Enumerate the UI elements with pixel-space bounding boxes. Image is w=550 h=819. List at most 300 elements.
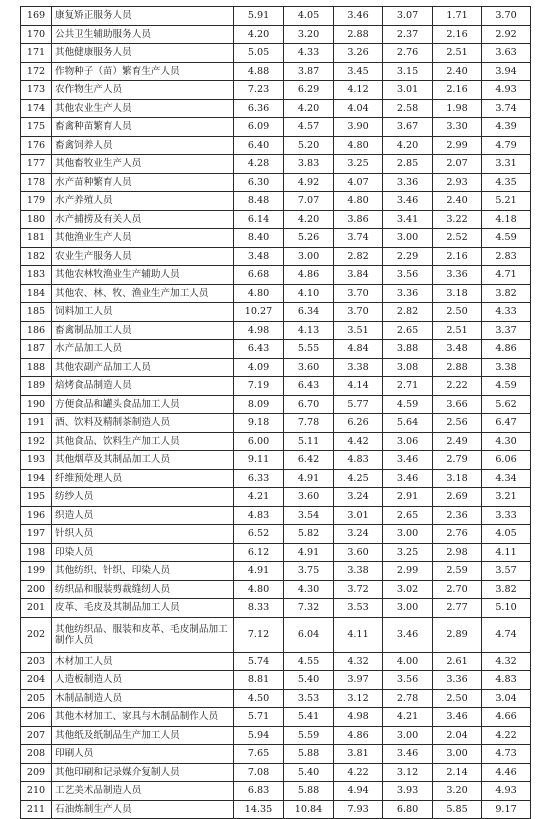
value-cell: 4.20 bbox=[284, 210, 334, 229]
value-cell: 3.26 bbox=[334, 44, 383, 63]
value-cell: 2.51 bbox=[433, 321, 482, 340]
row-number: 204 bbox=[21, 671, 52, 690]
value-cell: 3.02 bbox=[383, 580, 433, 599]
value-cell: 2.56 bbox=[433, 414, 482, 433]
occupation-name: 水产养殖人员 bbox=[52, 192, 234, 211]
value-cell: 3.63 bbox=[482, 44, 531, 63]
value-cell: 2.50 bbox=[433, 303, 482, 322]
occupation-name: 农业生产服务人员 bbox=[52, 247, 234, 266]
row-number: 172 bbox=[21, 62, 52, 81]
row-number: 190 bbox=[21, 395, 52, 414]
value-cell: 7.78 bbox=[284, 414, 334, 433]
row-number: 183 bbox=[21, 266, 52, 285]
table-row bbox=[21, 358, 531, 377]
occupation-name: 焙烤食品制造人员 bbox=[52, 377, 234, 396]
value-cell: 8.09 bbox=[234, 395, 284, 414]
value-cell: 2.49 bbox=[433, 432, 482, 451]
value-cell: 5.88 bbox=[284, 782, 334, 801]
value-cell: 6.29 bbox=[284, 81, 334, 100]
table-row bbox=[21, 81, 531, 100]
value-cell: 3.18 bbox=[433, 284, 482, 303]
value-cell: 7.07 bbox=[284, 192, 334, 211]
value-cell: 4.32 bbox=[482, 652, 531, 671]
value-cell: 4.66 bbox=[482, 708, 531, 727]
value-cell: 4.14 bbox=[334, 377, 383, 396]
table-row bbox=[21, 506, 531, 525]
value-cell: 3.74 bbox=[482, 99, 531, 118]
value-cell: 4.91 bbox=[234, 562, 284, 581]
value-cell: 4.20 bbox=[383, 136, 433, 155]
table-row bbox=[21, 44, 531, 63]
value-cell: 2.07 bbox=[433, 155, 482, 174]
table-row bbox=[21, 395, 531, 414]
occupation-name: 木制品制造人员 bbox=[52, 689, 234, 708]
value-cell: 3.70 bbox=[482, 7, 531, 26]
value-cell: 3.84 bbox=[334, 266, 383, 285]
value-cell: 7.23 bbox=[234, 81, 284, 100]
table-row bbox=[21, 210, 531, 229]
row-number: 195 bbox=[21, 488, 52, 507]
value-cell: 2.69 bbox=[433, 488, 482, 507]
value-cell: 4.30 bbox=[284, 580, 334, 599]
value-cell: 3.90 bbox=[334, 118, 383, 137]
table-row bbox=[21, 451, 531, 470]
value-cell: 6.36 bbox=[234, 99, 284, 118]
value-cell: 3.18 bbox=[433, 469, 482, 488]
value-cell: 4.28 bbox=[234, 155, 284, 174]
value-cell: 2.85 bbox=[383, 155, 433, 174]
value-cell: 3.00 bbox=[433, 745, 482, 764]
value-cell: 3.36 bbox=[433, 266, 482, 285]
value-cell: 1.98 bbox=[433, 99, 482, 118]
table-row bbox=[21, 118, 531, 137]
value-cell: 3.20 bbox=[433, 782, 482, 801]
row-number: 200 bbox=[21, 580, 52, 599]
value-cell: 6.30 bbox=[234, 173, 284, 192]
value-cell: 3.01 bbox=[383, 81, 433, 100]
occupation-name: 其他渔业生产人员 bbox=[52, 229, 234, 248]
value-cell: 5.20 bbox=[284, 136, 334, 155]
value-cell: 6.09 bbox=[234, 118, 284, 137]
value-cell: 3.48 bbox=[234, 247, 284, 266]
value-cell: 6.33 bbox=[234, 469, 284, 488]
value-cell: 3.86 bbox=[334, 210, 383, 229]
value-cell: 6.12 bbox=[234, 543, 284, 562]
value-cell: 2.70 bbox=[433, 580, 482, 599]
value-cell: 3.41 bbox=[383, 210, 433, 229]
value-cell: 4.18 bbox=[482, 210, 531, 229]
row-number: 207 bbox=[21, 726, 52, 745]
value-cell: 7.12 bbox=[234, 617, 284, 652]
value-cell: 2.93 bbox=[433, 173, 482, 192]
value-cell: 3.36 bbox=[383, 284, 433, 303]
value-cell: 5.55 bbox=[284, 340, 334, 359]
value-cell: 3.45 bbox=[334, 62, 383, 81]
value-cell: 2.88 bbox=[334, 25, 383, 44]
value-cell: 3.48 bbox=[433, 340, 482, 359]
value-cell: 2.16 bbox=[433, 81, 482, 100]
wage-table bbox=[20, 6, 531, 819]
value-cell: 6.40 bbox=[234, 136, 284, 155]
value-cell: 3.33 bbox=[482, 506, 531, 525]
row-number: 185 bbox=[21, 303, 52, 322]
table-row bbox=[21, 136, 531, 155]
value-cell: 2.40 bbox=[433, 192, 482, 211]
row-number: 198 bbox=[21, 543, 52, 562]
value-cell: 2.77 bbox=[433, 599, 482, 618]
value-cell: 3.07 bbox=[383, 7, 433, 26]
value-cell: 3.46 bbox=[433, 708, 482, 727]
occupation-name: 饲料加工人员 bbox=[52, 303, 234, 322]
value-cell: 6.04 bbox=[284, 617, 334, 652]
value-cell: 6.26 bbox=[334, 414, 383, 433]
value-cell: 2.14 bbox=[433, 763, 482, 782]
row-number: 191 bbox=[21, 414, 52, 433]
value-cell: 2.50 bbox=[433, 689, 482, 708]
value-cell: 4.91 bbox=[284, 469, 334, 488]
table-row bbox=[21, 726, 531, 745]
value-cell: 3.31 bbox=[482, 155, 531, 174]
value-cell: 6.43 bbox=[234, 340, 284, 359]
row-number: 174 bbox=[21, 99, 52, 118]
value-cell: 14.35 bbox=[234, 800, 284, 819]
value-cell: 1.71 bbox=[433, 7, 482, 26]
table-row bbox=[21, 414, 531, 433]
value-cell: 4.13 bbox=[284, 321, 334, 340]
value-cell: 3.24 bbox=[334, 488, 383, 507]
value-cell: 3.93 bbox=[383, 782, 433, 801]
value-cell: 6.52 bbox=[234, 525, 284, 544]
value-cell: 3.00 bbox=[383, 726, 433, 745]
value-cell: 4.73 bbox=[482, 745, 531, 764]
value-cell: 4.74 bbox=[482, 617, 531, 652]
table-row bbox=[21, 745, 531, 764]
value-cell: 5.40 bbox=[284, 671, 334, 690]
occupation-name: 人造板制造人员 bbox=[52, 671, 234, 690]
value-cell: 2.76 bbox=[383, 44, 433, 63]
occupation-name: 其他农业生产人员 bbox=[52, 99, 234, 118]
value-cell: 8.48 bbox=[234, 192, 284, 211]
value-cell: 3.36 bbox=[433, 671, 482, 690]
value-cell: 2.16 bbox=[433, 25, 482, 44]
occupation-name: 纤维预处理人员 bbox=[52, 469, 234, 488]
row-number: 205 bbox=[21, 689, 52, 708]
table-row bbox=[21, 7, 531, 26]
occupation-name: 其他农副产品加工人员 bbox=[52, 358, 234, 377]
table-row bbox=[21, 562, 531, 581]
occupation-name: 针织人员 bbox=[52, 525, 234, 544]
value-cell: 6.47 bbox=[482, 414, 531, 433]
table-row bbox=[21, 763, 531, 782]
value-cell: 3.74 bbox=[334, 229, 383, 248]
row-number: 194 bbox=[21, 469, 52, 488]
value-cell: 4.20 bbox=[284, 99, 334, 118]
value-cell: 4.59 bbox=[482, 377, 531, 396]
value-cell: 3.38 bbox=[334, 562, 383, 581]
value-cell: 3.15 bbox=[383, 62, 433, 81]
value-cell: 2.37 bbox=[383, 25, 433, 44]
value-cell: 3.82 bbox=[482, 284, 531, 303]
row-number: 189 bbox=[21, 377, 52, 396]
table-row bbox=[21, 689, 531, 708]
value-cell: 3.46 bbox=[383, 617, 433, 652]
value-cell: 3.06 bbox=[383, 432, 433, 451]
value-cell: 2.99 bbox=[433, 136, 482, 155]
value-cell: 4.07 bbox=[334, 173, 383, 192]
table-row bbox=[21, 340, 531, 359]
value-cell: 3.66 bbox=[433, 395, 482, 414]
value-cell: 4.98 bbox=[334, 708, 383, 727]
occupation-name: 工艺美术品制造人员 bbox=[52, 782, 234, 801]
row-number: 187 bbox=[21, 340, 52, 359]
value-cell: 3.70 bbox=[334, 303, 383, 322]
value-cell: 9.17 bbox=[482, 800, 531, 819]
value-cell: 3.38 bbox=[334, 358, 383, 377]
value-cell: 6.34 bbox=[284, 303, 334, 322]
occupation-name: 酒、饮料及精制茶制造人员 bbox=[52, 414, 234, 433]
row-number: 171 bbox=[21, 44, 52, 63]
value-cell: 3.56 bbox=[383, 266, 433, 285]
row-number: 201 bbox=[21, 599, 52, 618]
value-cell: 3.01 bbox=[334, 506, 383, 525]
row-number: 202 bbox=[21, 617, 52, 652]
value-cell: 6.83 bbox=[234, 782, 284, 801]
value-cell: 4.22 bbox=[334, 763, 383, 782]
value-cell: 2.22 bbox=[433, 377, 482, 396]
value-cell: 4.86 bbox=[284, 266, 334, 285]
value-cell: 2.61 bbox=[433, 652, 482, 671]
row-number: 170 bbox=[21, 25, 52, 44]
value-cell: 2.98 bbox=[433, 543, 482, 562]
value-cell: 3.20 bbox=[284, 25, 334, 44]
value-cell: 2.76 bbox=[433, 525, 482, 544]
table-row bbox=[21, 525, 531, 544]
value-cell: 4.21 bbox=[383, 708, 433, 727]
table-row bbox=[21, 192, 531, 211]
occupation-name: 其他纺织品、服装和皮革、毛皮制品加工制作人员 bbox=[52, 617, 234, 652]
value-cell: 4.34 bbox=[482, 469, 531, 488]
table-row bbox=[21, 321, 531, 340]
value-cell: 3.75 bbox=[284, 562, 334, 581]
table-row bbox=[21, 617, 531, 652]
occupation-name: 其他印刷和记录媒介复制人员 bbox=[52, 763, 234, 782]
value-cell: 4.93 bbox=[482, 81, 531, 100]
row-number: 188 bbox=[21, 358, 52, 377]
value-cell: 2.91 bbox=[383, 488, 433, 507]
value-cell: 3.67 bbox=[383, 118, 433, 137]
value-cell: 4.83 bbox=[334, 451, 383, 470]
value-cell: 4.88 bbox=[234, 62, 284, 81]
value-cell: 4.11 bbox=[482, 543, 531, 562]
value-cell: 3.22 bbox=[433, 210, 482, 229]
occupation-name: 作物种子（苗）繁育生产人员 bbox=[52, 62, 234, 81]
value-cell: 6.14 bbox=[234, 210, 284, 229]
occupation-name: 其他烟草及其制品加工人员 bbox=[52, 451, 234, 470]
value-cell: 3.53 bbox=[334, 599, 383, 618]
value-cell: 4.86 bbox=[334, 726, 383, 745]
occupation-name: 其他畜牧业生产人员 bbox=[52, 155, 234, 174]
value-cell: 3.08 bbox=[383, 358, 433, 377]
value-cell: 4.10 bbox=[284, 284, 334, 303]
value-cell: 2.52 bbox=[433, 229, 482, 248]
value-cell: 2.51 bbox=[433, 44, 482, 63]
value-cell: 4.11 bbox=[334, 617, 383, 652]
occupation-name: 纺纱人员 bbox=[52, 488, 234, 507]
value-cell: 3.30 bbox=[433, 118, 482, 137]
table-row bbox=[21, 155, 531, 174]
occupation-name: 纺织品和服装剪裁缝纫人员 bbox=[52, 580, 234, 599]
table-row bbox=[21, 266, 531, 285]
occupation-name: 水产品加工人员 bbox=[52, 340, 234, 359]
value-cell: 3.54 bbox=[284, 506, 334, 525]
value-cell: 4.33 bbox=[284, 44, 334, 63]
value-cell: 3.12 bbox=[383, 763, 433, 782]
value-cell: 4.91 bbox=[284, 543, 334, 562]
row-number: 176 bbox=[21, 136, 52, 155]
value-cell: 3.38 bbox=[482, 358, 531, 377]
value-cell: 3.00 bbox=[383, 599, 433, 618]
occupation-name: 木材加工人员 bbox=[52, 652, 234, 671]
row-number: 182 bbox=[21, 247, 52, 266]
row-number: 210 bbox=[21, 782, 52, 801]
table-row bbox=[21, 284, 531, 303]
value-cell: 8.33 bbox=[234, 599, 284, 618]
value-cell: 2.40 bbox=[433, 62, 482, 81]
row-number: 209 bbox=[21, 763, 52, 782]
value-cell: 5.71 bbox=[234, 708, 284, 727]
occupation-name: 织造人员 bbox=[52, 506, 234, 525]
value-cell: 3.97 bbox=[334, 671, 383, 690]
table-row bbox=[21, 488, 531, 507]
value-cell: 3.81 bbox=[334, 745, 383, 764]
value-cell: 6.70 bbox=[284, 395, 334, 414]
table-row bbox=[21, 599, 531, 618]
value-cell: 5.10 bbox=[482, 599, 531, 618]
value-cell: 5.82 bbox=[284, 525, 334, 544]
value-cell: 2.16 bbox=[433, 247, 482, 266]
value-cell: 3.88 bbox=[383, 340, 433, 359]
value-cell: 2.82 bbox=[334, 247, 383, 266]
value-cell: 4.80 bbox=[334, 192, 383, 211]
value-cell: 4.86 bbox=[482, 340, 531, 359]
row-number: 203 bbox=[21, 652, 52, 671]
value-cell: 2.71 bbox=[383, 377, 433, 396]
value-cell: 3.87 bbox=[284, 62, 334, 81]
table-row bbox=[21, 432, 531, 451]
value-cell: 7.19 bbox=[234, 377, 284, 396]
value-cell: 6.68 bbox=[234, 266, 284, 285]
value-cell: 4.42 bbox=[334, 432, 383, 451]
table-row bbox=[21, 229, 531, 248]
value-cell: 2.99 bbox=[383, 562, 433, 581]
value-cell: 7.32 bbox=[284, 599, 334, 618]
table-row bbox=[21, 800, 531, 819]
value-cell: 3.25 bbox=[383, 543, 433, 562]
value-cell: 4.20 bbox=[234, 25, 284, 44]
value-cell: 5.77 bbox=[334, 395, 383, 414]
value-cell: 2.79 bbox=[433, 451, 482, 470]
table-row bbox=[21, 377, 531, 396]
value-cell: 4.50 bbox=[234, 689, 284, 708]
row-number: 180 bbox=[21, 210, 52, 229]
table-row bbox=[21, 247, 531, 266]
value-cell: 4.80 bbox=[234, 580, 284, 599]
value-cell: 4.98 bbox=[234, 321, 284, 340]
row-number: 193 bbox=[21, 451, 52, 470]
value-cell: 3.60 bbox=[284, 358, 334, 377]
value-cell: 5.64 bbox=[383, 414, 433, 433]
value-cell: 4.92 bbox=[284, 173, 334, 192]
row-number: 197 bbox=[21, 525, 52, 544]
value-cell: 4.05 bbox=[284, 7, 334, 26]
table-row bbox=[21, 782, 531, 801]
value-cell: 2.82 bbox=[383, 303, 433, 322]
table-row bbox=[21, 25, 531, 44]
value-cell: 4.33 bbox=[482, 303, 531, 322]
value-cell: 5.74 bbox=[234, 652, 284, 671]
value-cell: 3.46 bbox=[334, 7, 383, 26]
row-number: 178 bbox=[21, 173, 52, 192]
value-cell: 4.59 bbox=[482, 229, 531, 248]
occupation-name: 印染人员 bbox=[52, 543, 234, 562]
value-cell: 3.94 bbox=[482, 62, 531, 81]
table-row bbox=[21, 652, 531, 671]
value-cell: 3.72 bbox=[334, 580, 383, 599]
value-cell: 3.46 bbox=[383, 451, 433, 470]
value-cell: 4.04 bbox=[334, 99, 383, 118]
value-cell: 4.55 bbox=[284, 652, 334, 671]
value-cell: 5.11 bbox=[284, 432, 334, 451]
occupation-name: 其他纸及纸制品生产加工人员 bbox=[52, 726, 234, 745]
value-cell: 4.30 bbox=[482, 432, 531, 451]
value-cell: 2.36 bbox=[433, 506, 482, 525]
value-cell: 5.62 bbox=[482, 395, 531, 414]
table-row bbox=[21, 62, 531, 81]
value-cell: 7.08 bbox=[234, 763, 284, 782]
table-row bbox=[21, 708, 531, 727]
occupation-name: 石油炼制生产人员 bbox=[52, 800, 234, 819]
value-cell: 4.35 bbox=[482, 173, 531, 192]
value-cell: 4.39 bbox=[482, 118, 531, 137]
document-page bbox=[20, 6, 530, 819]
value-cell: 3.37 bbox=[482, 321, 531, 340]
value-cell: 5.85 bbox=[433, 800, 482, 819]
value-cell: 8.40 bbox=[234, 229, 284, 248]
occupation-name: 其他农、林、牧、渔业生产加工人员 bbox=[52, 284, 234, 303]
value-cell: 4.83 bbox=[234, 506, 284, 525]
value-cell: 4.59 bbox=[383, 395, 433, 414]
value-cell: 6.80 bbox=[383, 800, 433, 819]
occupation-name: 水产捕捞及有关人员 bbox=[52, 210, 234, 229]
occupation-name: 畜禽种苗繁育人员 bbox=[52, 118, 234, 137]
value-cell: 5.26 bbox=[284, 229, 334, 248]
value-cell: 4.80 bbox=[234, 284, 284, 303]
value-cell: 5.88 bbox=[284, 745, 334, 764]
value-cell: 5.21 bbox=[482, 192, 531, 211]
value-cell: 9.18 bbox=[234, 414, 284, 433]
table-row bbox=[21, 303, 531, 322]
occupation-name: 公共卫生辅助服务人员 bbox=[52, 25, 234, 44]
value-cell: 2.65 bbox=[383, 321, 433, 340]
occupation-name: 其他木材加工、家具与木制品制作人员 bbox=[52, 708, 234, 727]
value-cell: 4.21 bbox=[234, 488, 284, 507]
table-body bbox=[21, 7, 531, 819]
value-cell: 3.51 bbox=[334, 321, 383, 340]
value-cell: 7.93 bbox=[334, 800, 383, 819]
occupation-name: 其他食品、饮料生产加工人员 bbox=[52, 432, 234, 451]
value-cell: 2.59 bbox=[433, 562, 482, 581]
value-cell: 3.36 bbox=[383, 173, 433, 192]
